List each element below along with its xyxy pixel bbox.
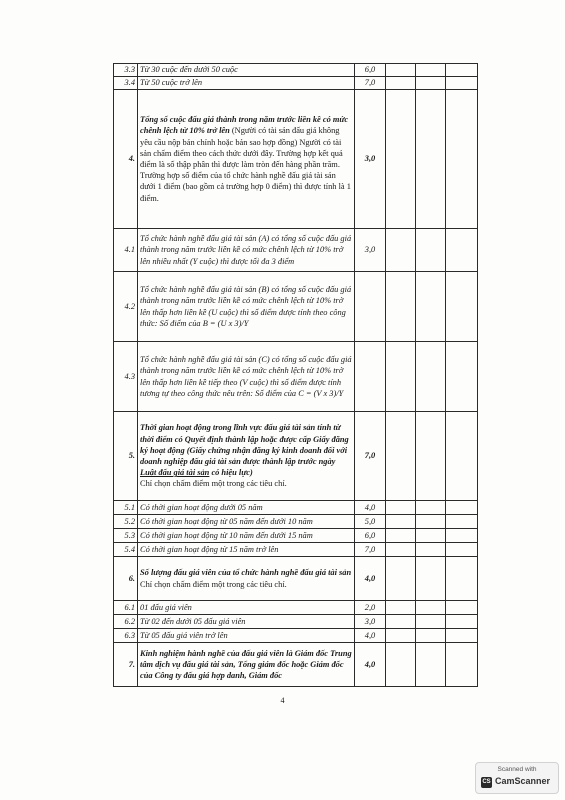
- empty-cell: [416, 557, 446, 601]
- max-score: [355, 272, 386, 342]
- empty-cell: [416, 229, 446, 272]
- scanner-brand: CamScanner: [495, 776, 551, 786]
- max-score: 4,0: [355, 501, 386, 515]
- criterion-text: Có thời gian hoạt động dưới 05 năm: [138, 501, 355, 515]
- empty-cell: [446, 64, 478, 77]
- empty-cell: [446, 629, 478, 643]
- empty-cell: [386, 342, 416, 412]
- max-score: 3,0: [355, 615, 386, 629]
- max-score: 7,0: [355, 77, 386, 90]
- empty-cell: [416, 77, 446, 90]
- criterion-text: Tổ chức hành nghề đấu giá tài sản (B) có tổng số cuộc đấu giá thành trong năm trước liền kề có mức chênh lệch từ 10% trở lên thấp hơn liền kề (U cuộc) thì số điểm được tính theo công thức: Số điểm của B = (U x 3)/Y: [138, 272, 355, 342]
- table-row: [114, 64, 478, 77]
- max-score: 6,0: [355, 529, 386, 543]
- row-number: 4.3: [114, 342, 138, 412]
- empty-cell: [386, 601, 416, 615]
- empty-cell: [446, 543, 478, 557]
- table-row: [114, 529, 478, 543]
- empty-cell: [416, 342, 446, 412]
- criterion-text: Từ 05 đấu giá viên trở lên: [138, 629, 355, 643]
- max-score: 2,0: [355, 601, 386, 615]
- page-number: 4: [280, 696, 285, 705]
- criterion-detail: (Người có tài sản đấu giá không yêu cầu nộp bản chính hoặc bản sao hợp đồng) Người có tài sản chấm điểm theo cách thức dưới đây. Trường hợp kết quả điểm là số thập phân thì được làm tròn đến hàng phần trăm. Trường hợp số điểm của tổ chức hành nghề đấu giá tài sản dưới 1 điểm (bao gồm cả trường hợp 0 điểm) thì được tính là 1 điểm.: [140, 126, 351, 203]
- criterion-heading-end: có hiệu lực): [209, 468, 253, 478]
- empty-cell: [416, 629, 446, 643]
- empty-cell: [416, 515, 446, 529]
- criterion-text: Có thời gian hoạt động từ 15 năm trở lên: [138, 543, 355, 557]
- empty-cell: [446, 272, 478, 342]
- row-number: 5.4: [114, 543, 138, 557]
- empty-cell: [446, 501, 478, 515]
- row-number: 5.2: [114, 515, 138, 529]
- table-row: [114, 601, 478, 615]
- empty-cell: [416, 501, 446, 515]
- empty-cell: [386, 272, 416, 342]
- row-number: 6.2: [114, 615, 138, 629]
- table-row: [114, 543, 478, 557]
- empty-cell: [416, 272, 446, 342]
- empty-cell: [386, 529, 416, 543]
- max-score: 6,0: [355, 64, 386, 77]
- criterion-text: Có thời gian hoạt động từ 10 năm đến dưới 15 năm: [138, 529, 355, 543]
- criterion-text: [138, 557, 355, 601]
- table-row: [114, 90, 478, 229]
- criterion-text: Từ 50 cuộc trở lên: [138, 77, 355, 90]
- max-score: 5,0: [355, 515, 386, 529]
- max-score: 3,0: [355, 229, 386, 272]
- empty-cell: [386, 501, 416, 515]
- empty-cell: [446, 515, 478, 529]
- row-number: 4.1: [114, 229, 138, 272]
- empty-cell: [386, 615, 416, 629]
- row-number: 3.4: [114, 77, 138, 90]
- criterion-text: [138, 412, 355, 501]
- table-row: [114, 643, 478, 687]
- row-number: 5.1: [114, 501, 138, 515]
- empty-cell: [386, 543, 416, 557]
- criterion-text: Tổ chức hành nghề đấu giá tài sản (C) có tổng số cuộc đấu giá thành trong năm trước liền kề có mức chênh lệch từ 10% trở lên thấp hơn liền kề tiếp theo (V cuộc) thì số điểm được tính tương tự theo công thức nêu trên: Số điểm của C = (V x 3)/Y: [138, 342, 355, 412]
- criterion-text: Tổ chức hành nghề đấu giá tài sản (A) có tổng số cuộc đấu giá thành trong năm trước liền kề có mức chênh lệch từ 10% trở lên nhiều nhất (Y cuộc) thì được tối đa 3 điểm: [138, 229, 355, 272]
- scoring-table: [113, 63, 478, 687]
- criterion-text: Từ 02 đến dưới 05 đấu giá viên: [138, 615, 355, 629]
- criterion-text: Kinh nghiệm hành nghề của đấu giá viên là Giám đốc Trung tâm dịch vụ đấu giá tài sản, Tổng giám đốc hoặc Giám đốc của Công ty đấu giá hợp danh, Giám đốc: [138, 643, 355, 687]
- table-row: [114, 272, 478, 342]
- empty-cell: [386, 557, 416, 601]
- empty-cell: [446, 557, 478, 601]
- empty-cell: [416, 643, 446, 687]
- empty-cell: [386, 629, 416, 643]
- row-number: 6.1: [114, 601, 138, 615]
- row-number: 6.: [114, 557, 138, 601]
- empty-cell: [446, 601, 478, 615]
- empty-cell: [416, 529, 446, 543]
- camscanner-watermark: [475, 762, 559, 794]
- criterion-heading: Thời gian hoạt động trong lĩnh vực đấu giá tài sản tính từ thời điểm có Quyết định thành lập hoặc được cấp Giấy đăng ký hoạt động (Giấy chứng nhận đăng ký kinh doanh đối với doanh nghiệp đấu giá tài sản được thành lập trước ngày: [140, 423, 349, 466]
- empty-cell: [446, 643, 478, 687]
- table-row: [114, 515, 478, 529]
- empty-cell: [446, 342, 478, 412]
- empty-cell: [446, 90, 478, 229]
- table-row: [114, 229, 478, 272]
- table-row: [114, 501, 478, 515]
- empty-cell: [386, 90, 416, 229]
- criterion-text: 01 đấu giá viên: [138, 601, 355, 615]
- table-row: [114, 615, 478, 629]
- max-score: 3,0: [355, 90, 386, 229]
- table-row: [114, 629, 478, 643]
- max-score: 7,0: [355, 543, 386, 557]
- empty-cell: [446, 229, 478, 272]
- criterion-note: Chỉ chọn chấm điểm một trong các tiêu chí.: [140, 579, 287, 589]
- empty-cell: [386, 77, 416, 90]
- max-score: 4,0: [355, 643, 386, 687]
- table-row: [114, 412, 478, 501]
- criterion-text: [138, 90, 355, 229]
- max-score: 7,0: [355, 412, 386, 501]
- criterion-text: Có thời gian hoạt động từ 05 năm đến dưới 10 năm: [138, 515, 355, 529]
- max-score: 4,0: [355, 557, 386, 601]
- empty-cell: [446, 412, 478, 501]
- empty-cell: [386, 229, 416, 272]
- criterion-heading: Tổng số cuộc đấu giá thành trong năm trước liền kề có mức chênh lệch từ 10% trở lên: [140, 115, 349, 136]
- row-number: 4.: [114, 90, 138, 229]
- empty-cell: [386, 515, 416, 529]
- max-score: 4,0: [355, 629, 386, 643]
- row-number: 5.3: [114, 529, 138, 543]
- row-number: 3.3: [114, 64, 138, 77]
- row-number: 4.2: [114, 272, 138, 342]
- criterion-text: Từ 30 cuộc đến dưới 50 cuộc: [138, 64, 355, 77]
- empty-cell: [446, 77, 478, 90]
- empty-cell: [416, 615, 446, 629]
- empty-cell: [416, 64, 446, 77]
- criterion-heading: Số lượng đấu giá viên của tổ chức hành nghề đấu giá tài sản: [140, 568, 352, 578]
- empty-cell: [386, 643, 416, 687]
- empty-cell: [416, 601, 446, 615]
- empty-cell: [386, 412, 416, 501]
- camscanner-logo-icon: CS: [481, 777, 492, 788]
- empty-cell: [446, 615, 478, 629]
- empty-cell: [416, 412, 446, 501]
- row-number: 6.3: [114, 629, 138, 643]
- table-row: [114, 557, 478, 601]
- table-row: [114, 342, 478, 412]
- empty-cell: [446, 529, 478, 543]
- empty-cell: [416, 90, 446, 229]
- criterion-note: Chỉ chọn chấm điểm một trong các tiêu chí.: [140, 479, 287, 489]
- row-number: 7.: [114, 643, 138, 687]
- empty-cell: [416, 543, 446, 557]
- empty-cell: [386, 64, 416, 77]
- row-number: 5.: [114, 412, 138, 501]
- scanner-caption: Scanned with: [497, 766, 537, 773]
- max-score: [355, 342, 386, 412]
- law-reference: Luật đấu giá tài sản: [140, 468, 210, 478]
- table-row: [114, 77, 478, 90]
